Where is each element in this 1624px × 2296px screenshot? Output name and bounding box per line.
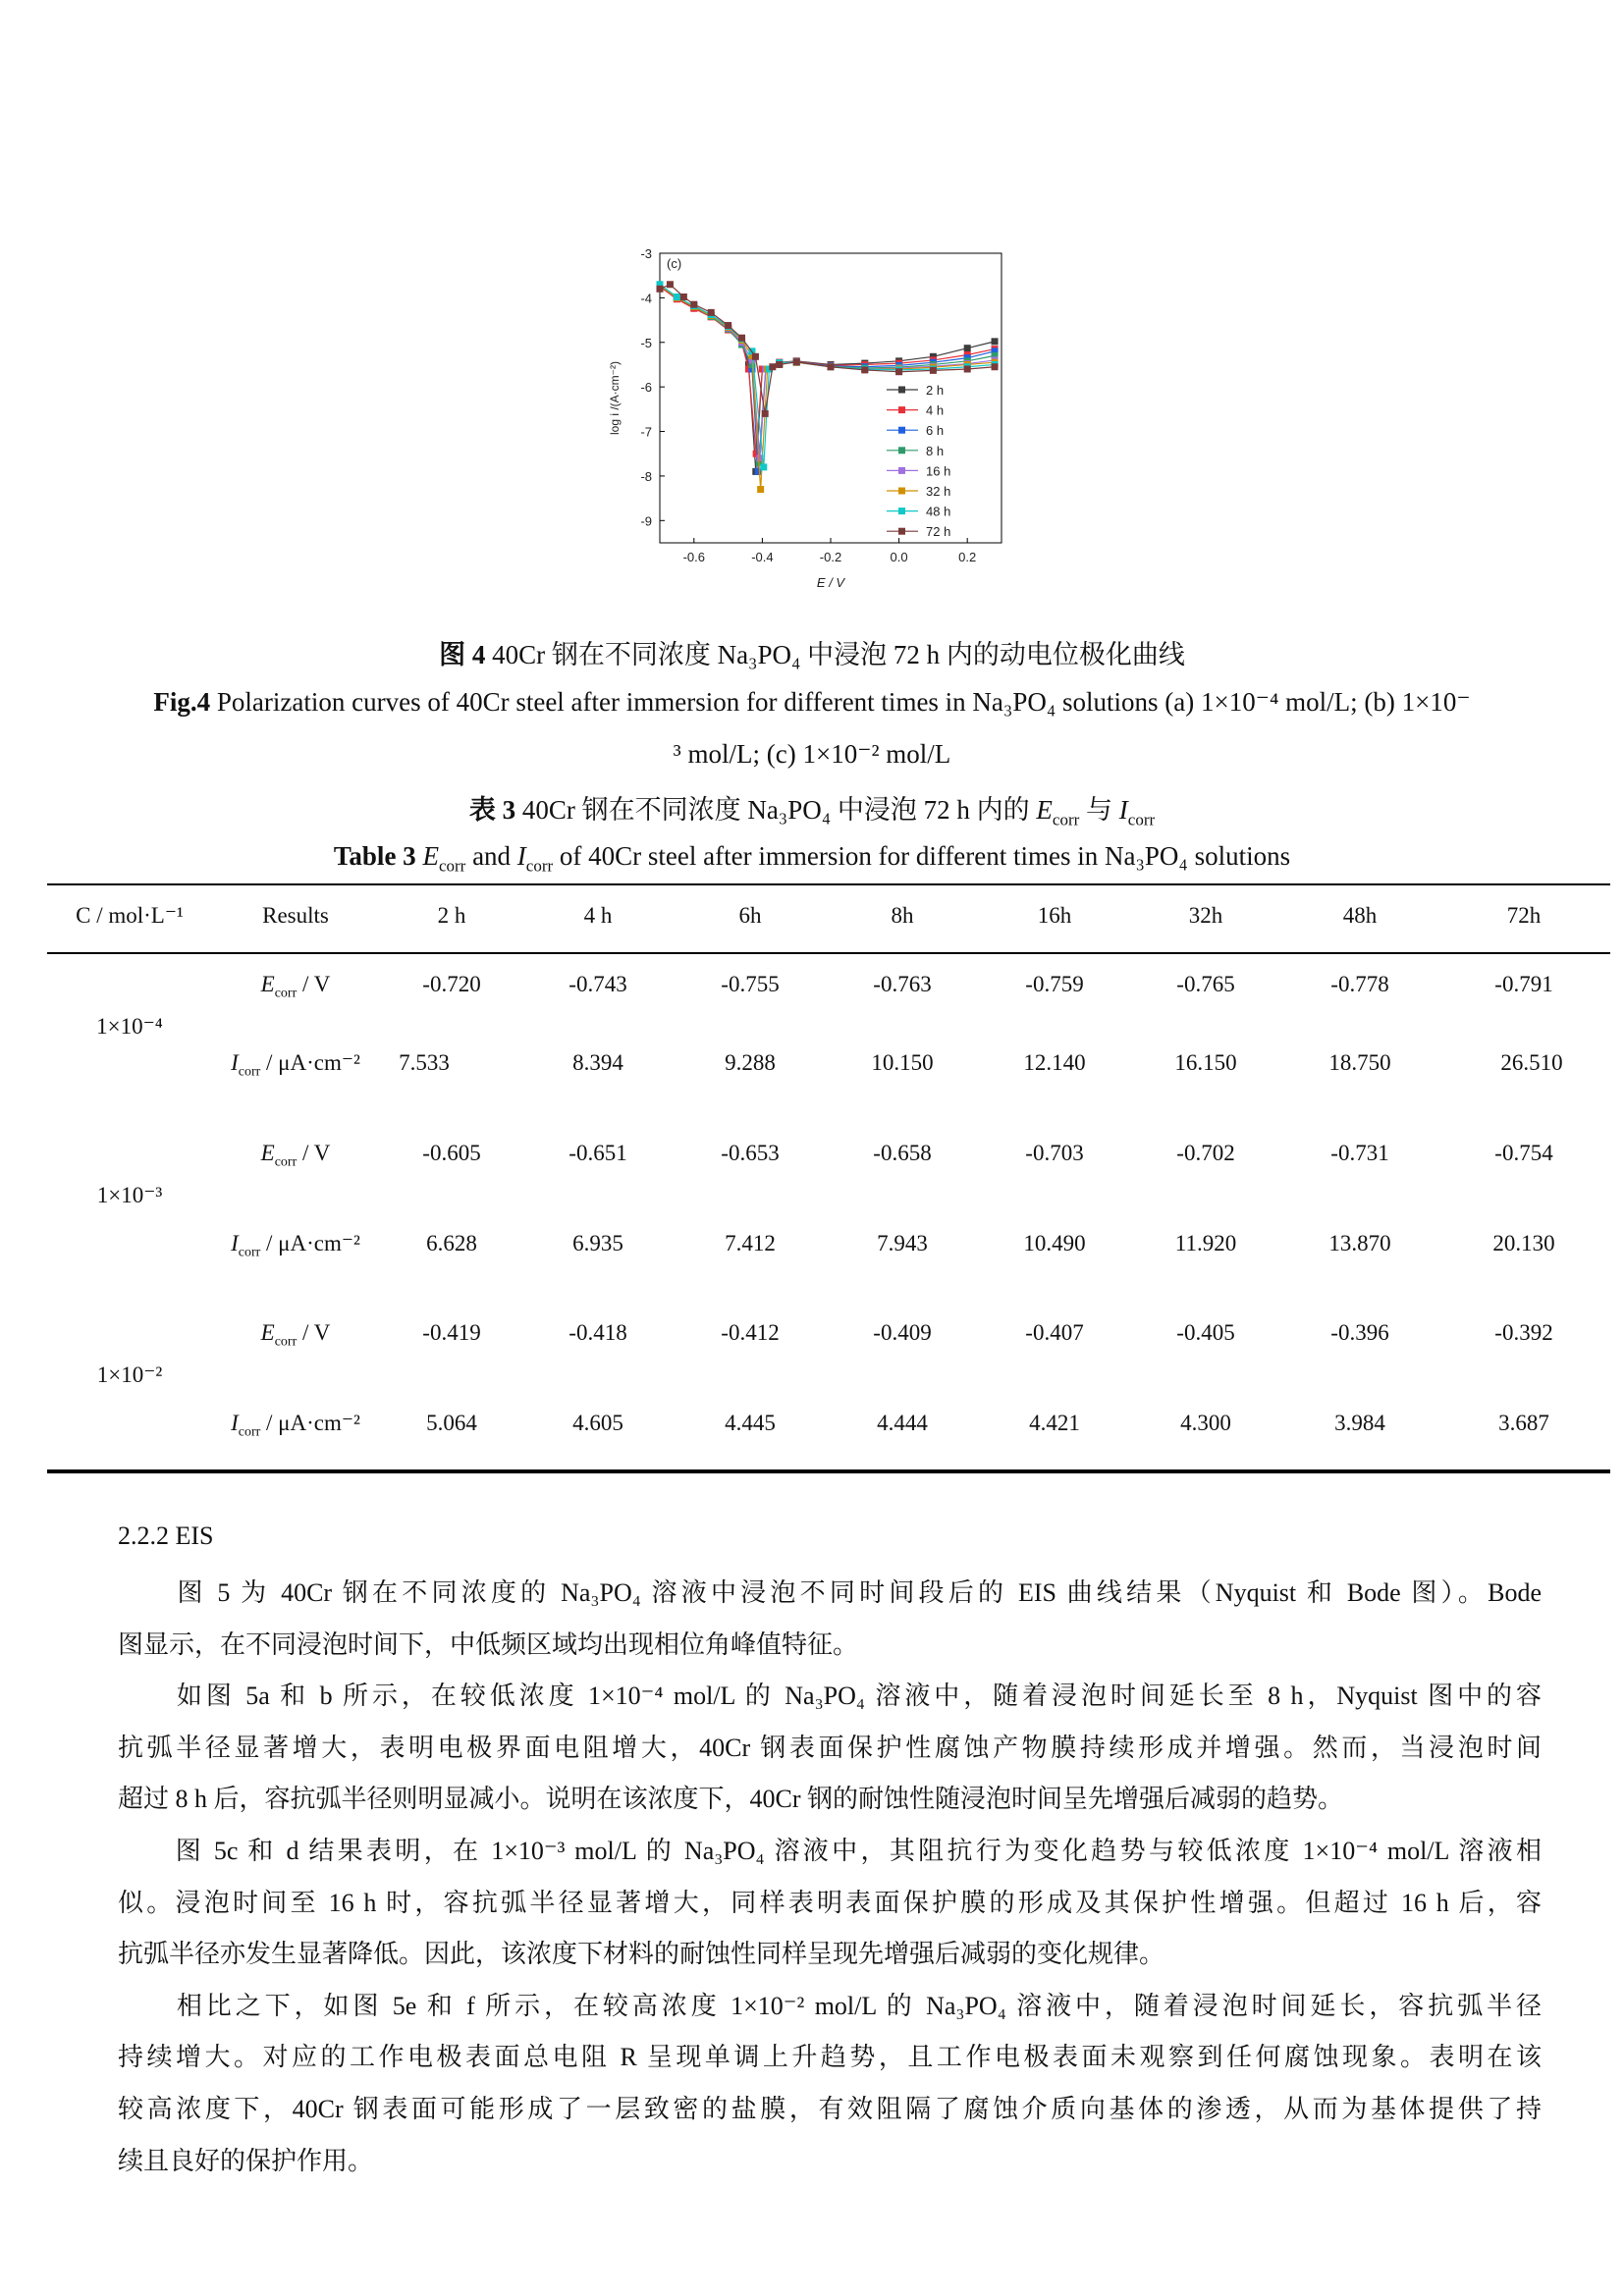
legend-label: 4 h <box>926 402 945 418</box>
symbol: I <box>231 1411 239 1435</box>
body-text-line: 图显示，在不同浸泡时间下，中低频区域均出现相位角峰值特征。 <box>118 1629 859 1659</box>
legend-marker <box>898 507 905 514</box>
symbol: E <box>260 972 275 996</box>
x-tick-label: -0.4 <box>751 550 774 564</box>
table-header-cell: C / mol·L⁻¹ <box>76 903 184 928</box>
icorr-row-label <box>231 1050 360 1081</box>
data-point <box>776 361 783 368</box>
and-text: and <box>465 841 517 871</box>
legend-label: 16 h <box>926 463 951 479</box>
x-axis-label: E / V <box>816 575 845 590</box>
and-text: 与 <box>1079 795 1119 825</box>
x-tick-label: -0.6 <box>682 550 706 564</box>
body-text-line: 似。浸泡时间至 16 h 时，容抗弧半径显著增大，同样表明表面保护膜的形成及其保护性增强。但超过 16 h 后，容 <box>118 1888 1542 1917</box>
ecorr-value: -0.765 <box>1176 972 1235 996</box>
data-point <box>964 345 971 351</box>
data-point <box>667 281 674 288</box>
data-point <box>680 294 687 300</box>
y-tick-label: -7 <box>640 424 652 440</box>
body-text-line: 相比之下，如图 5e 和 f 所示，在较高浓度 1×10⁻² mol/L 的 Na₃PO₄ 溶液中，随着浸泡时间延长，容抗弧半径 <box>118 1991 1542 2020</box>
subscript: corr <box>274 1334 298 1350</box>
table-label-en: Table 3 <box>333 841 416 871</box>
icorr-value: 11.920 <box>1174 1231 1237 1255</box>
ecorr-value: -0.419 <box>422 1320 481 1345</box>
x-tick-label: 0.0 <box>890 550 908 564</box>
table-header-cell: 48h <box>1342 903 1378 928</box>
icorr-value: 9.288 <box>725 1050 776 1075</box>
ecorr-value: -0.778 <box>1330 972 1389 996</box>
section-heading: 2.2.2 EIS <box>118 1522 214 1550</box>
e-symbol: E <box>422 841 439 871</box>
ecorr-value: -0.658 <box>873 1141 932 1165</box>
icorr-row-label <box>231 1231 360 1261</box>
ecorr-value: -0.409 <box>873 1320 932 1345</box>
icorr-value: 10.490 <box>1023 1231 1086 1255</box>
table-caption-cn-text: 40Cr 钢在不同浓度 Na₃PO₄ 中浸泡 72 h 内的 <box>515 795 1037 825</box>
icorr-value: 4.605 <box>572 1411 623 1435</box>
table-header-cell: 8h <box>891 903 914 928</box>
data-point <box>769 363 776 370</box>
symbol: E <box>260 1320 275 1345</box>
body-text-line: 抗弧半径显著增大，表明电极界面电阻增大，40Cr 钢表面保护性腐蚀产物膜持续形成并增强。然而，当浸泡时间 <box>118 1733 1542 1762</box>
icorr-value: 4.444 <box>877 1411 928 1435</box>
subscript: corr <box>238 1424 261 1440</box>
figure-caption-en <box>0 687 1624 718</box>
i-symbol: I <box>516 841 526 871</box>
body-text-line: 抗弧半径亦发生显著降低。因此，该浓度下材料的耐蚀性同样呈现先增强后减弱的变化规律。 <box>118 1940 1165 1969</box>
icorr-value: 26.510 <box>1500 1050 1563 1075</box>
icorr-value: 20.130 <box>1492 1231 1555 1255</box>
ecorr-value: -0.396 <box>1330 1320 1389 1345</box>
icorr-value: 7.412 <box>725 1231 776 1255</box>
data-point <box>674 294 680 300</box>
i-symbol: I <box>1118 795 1128 825</box>
y-axis-label: log i /(A·cm⁻²) <box>608 361 622 435</box>
data-point <box>895 368 902 375</box>
ecorr-value: -0.755 <box>721 972 780 996</box>
unit: / μA·cm⁻² <box>260 1411 360 1435</box>
ecorr-value: -0.702 <box>1176 1141 1235 1165</box>
ecorr-value: -0.791 <box>1494 972 1553 996</box>
corr-subscript: corr <box>438 856 466 876</box>
figure-caption-cn-text: 40Cr 钢在不同浓度 Na₃PO₄ 中浸泡 72 h 内的动电位极化曲线 <box>485 640 1185 669</box>
figure-caption-cn <box>0 633 1624 671</box>
table-header-cell: 6h <box>738 903 762 928</box>
data-point <box>708 309 715 316</box>
corr-subscript: corr <box>525 856 554 876</box>
icorr-value: 16.150 <box>1174 1050 1237 1075</box>
legend-marker <box>898 427 905 434</box>
figure-label-en: Fig.4 <box>153 687 211 717</box>
icorr-value: 4.421 <box>1029 1411 1080 1435</box>
y-tick-label: -4 <box>640 291 652 306</box>
table-caption-en <box>0 841 1624 876</box>
data-point <box>657 286 664 293</box>
table-top-rule <box>47 883 1610 885</box>
icorr-value: 7.533 <box>399 1050 450 1075</box>
data-point <box>861 366 868 373</box>
table-header-cell: 2 h <box>437 903 466 928</box>
ecorr-value: -0.731 <box>1330 1141 1389 1165</box>
y-tick-label: -8 <box>640 468 652 484</box>
data-point <box>964 366 971 373</box>
ecorr-value: -0.605 <box>422 1141 481 1165</box>
legend-label: 48 h <box>926 504 951 519</box>
icorr-value: 8.394 <box>572 1050 623 1075</box>
legend-label: 2 h <box>926 383 945 398</box>
table-header-cell: 4 h <box>583 903 613 928</box>
ecorr-value: -0.703 <box>1025 1141 1084 1165</box>
ecorr-value: -0.405 <box>1176 1320 1235 1345</box>
data-point <box>760 463 767 470</box>
ecorr-value: -0.743 <box>568 972 627 996</box>
icorr-value: 12.140 <box>1023 1050 1086 1075</box>
corr-subscript: corr <box>1052 810 1080 829</box>
figure-caption-en-line1: Polarization curves of 40Cr steel after immersion for different times in Na₃PO₄ solutions (a) 1×10⁻⁴ mol/L; (b) 1×10⁻ <box>210 687 1471 717</box>
data-point <box>992 363 999 370</box>
ecorr-value: -0.653 <box>721 1141 780 1165</box>
data-point <box>690 301 697 308</box>
figure-label-cn: 图 4 <box>439 640 486 669</box>
table-header-rule <box>47 952 1610 954</box>
ecorr-value: -0.754 <box>1494 1141 1553 1165</box>
body-text-line: 续且良好的保护作用。 <box>118 2146 374 2175</box>
legend-marker <box>898 447 905 454</box>
series-line-72h <box>660 285 995 414</box>
x-tick-label: -0.2 <box>819 550 842 564</box>
data-point <box>757 486 764 493</box>
legend-label: 6 h <box>926 423 945 439</box>
polarization-chart <box>599 236 1031 609</box>
body-text-line: 图 5 为 40Cr 钢在不同浓度的 Na₃PO₄ 溶液中浸泡不同时间段后的 EIS 曲线结果（Nyquist 和 Bode 图）。Bode <box>118 1578 1542 1607</box>
subscript: corr <box>238 1064 261 1080</box>
concentration-label: 1×10⁻² <box>96 1362 163 1387</box>
ecorr-value: -0.651 <box>568 1141 627 1165</box>
unit: / V <box>297 972 331 996</box>
body-text-line: 超过 8 h 后，容抗弧半径则明显减小。说明在该浓度下，40Cr 钢的耐蚀性随浸泡时间呈先增强后减弱的趋势。 <box>118 1785 1344 1814</box>
table-header-cell: Results <box>262 903 329 928</box>
symbol: I <box>231 1231 239 1255</box>
ecorr-row-label <box>261 1320 331 1351</box>
table-header-cell: 32h <box>1188 903 1223 928</box>
y-tick-label: -9 <box>640 513 652 529</box>
table-header-cell: 72h <box>1506 903 1542 928</box>
unit: / μA·cm⁻² <box>260 1050 360 1075</box>
data-point <box>828 363 835 370</box>
legend-marker <box>898 528 905 535</box>
icorr-value: 7.943 <box>877 1231 928 1255</box>
panel-label: (c) <box>667 256 682 271</box>
legend-marker <box>898 488 905 495</box>
unit: / V <box>297 1320 331 1345</box>
icorr-value: 4.445 <box>725 1411 776 1435</box>
ecorr-row-label <box>261 1141 331 1171</box>
ecorr-value: -0.412 <box>721 1320 780 1345</box>
legend-marker <box>898 387 905 394</box>
data-point <box>762 410 769 417</box>
data-point <box>793 358 800 365</box>
y-tick-label: -3 <box>640 246 652 261</box>
y-tick-label: -5 <box>640 335 652 350</box>
table-bottom-rule <box>47 1469 1610 1473</box>
icorr-value: 6.935 <box>572 1231 623 1255</box>
y-tick-label: -6 <box>640 380 652 396</box>
corr-subscript: corr <box>1127 810 1156 829</box>
ecorr-value: -0.763 <box>873 972 932 996</box>
ecorr-value: -0.720 <box>422 972 481 996</box>
icorr-value: 3.687 <box>1498 1411 1549 1435</box>
body-text-line: 较高浓度下，40Cr 钢表面可能形成了一层致密的盐膜，有效阻隔了腐蚀介质向基体的渗透，从而为基体提供了持 <box>118 2095 1542 2123</box>
data-point <box>725 322 731 329</box>
ecorr-value: -0.407 <box>1025 1320 1084 1345</box>
ecorr-row-label <box>261 972 331 1002</box>
concentration-label: 1×10⁻⁴ <box>96 1014 163 1039</box>
table-label-cn: 表 3 <box>468 795 516 825</box>
symbol: I <box>231 1050 239 1075</box>
x-tick-label: 0.2 <box>958 550 977 564</box>
table-header-cell: 16h <box>1037 903 1072 928</box>
subscript: corr <box>238 1245 261 1260</box>
icorr-value: 5.064 <box>426 1411 477 1435</box>
concentration-label: 1×10⁻³ <box>96 1183 163 1207</box>
data-point <box>752 353 759 360</box>
legend-marker <box>898 406 905 413</box>
unit: / V <box>297 1141 331 1165</box>
ecorr-value: -0.392 <box>1494 1320 1553 1345</box>
icorr-value: 6.628 <box>426 1231 477 1255</box>
e-symbol: E <box>1036 795 1053 825</box>
symbol: E <box>260 1141 275 1165</box>
icorr-value: 3.984 <box>1334 1411 1385 1435</box>
body-text-line: 图 5c 和 d 结果表明，在 1×10⁻³ mol/L 的 Na₃PO₄ 溶液中，其阻抗行为变化趋势与较低浓度 1×10⁻⁴ mol/L 溶液相 <box>118 1837 1542 1865</box>
body-text-line: 持续增大。对应的工作电极表面总电阻 R 呈现单调上升趋势，且工作电极表面未观察到任何腐蚀现象。表明在该 <box>118 2043 1542 2072</box>
legend-label: 72 h <box>926 524 951 540</box>
subscript: corr <box>274 986 298 1001</box>
legend-marker <box>898 467 905 474</box>
plot-frame <box>660 253 1001 543</box>
icorr-value: 13.870 <box>1328 1231 1391 1255</box>
data-point <box>930 367 937 374</box>
subscript: corr <box>274 1154 298 1170</box>
body-text-line: 如图 5a 和 b 所示，在较低浓度 1×10⁻⁴ mol/L 的 Na₃PO₄ 溶液中，随着浸泡时间延长至 8 h，Nyquist 图中的容 <box>118 1682 1542 1711</box>
icorr-value: 4.300 <box>1180 1411 1231 1435</box>
table-caption-cn <box>0 788 1624 829</box>
icorr-value: 18.750 <box>1328 1050 1391 1075</box>
legend-label: 32 h <box>926 484 951 499</box>
icorr-row-label <box>231 1411 360 1441</box>
ecorr-value: -0.418 <box>568 1320 627 1345</box>
table-caption-en-text: of 40Cr steel after immersion for different times in Na₃PO₄ solutions <box>553 841 1291 871</box>
legend-label: 8 h <box>926 443 945 458</box>
icorr-value: 10.150 <box>871 1050 934 1075</box>
figure-caption-en-line2: ³ mol/L; (c) 1×10⁻² mol/L <box>673 739 951 769</box>
data-point <box>992 338 999 345</box>
unit: / μA·cm⁻² <box>260 1231 360 1255</box>
data-point <box>738 335 745 342</box>
ecorr-value: -0.759 <box>1025 972 1084 996</box>
